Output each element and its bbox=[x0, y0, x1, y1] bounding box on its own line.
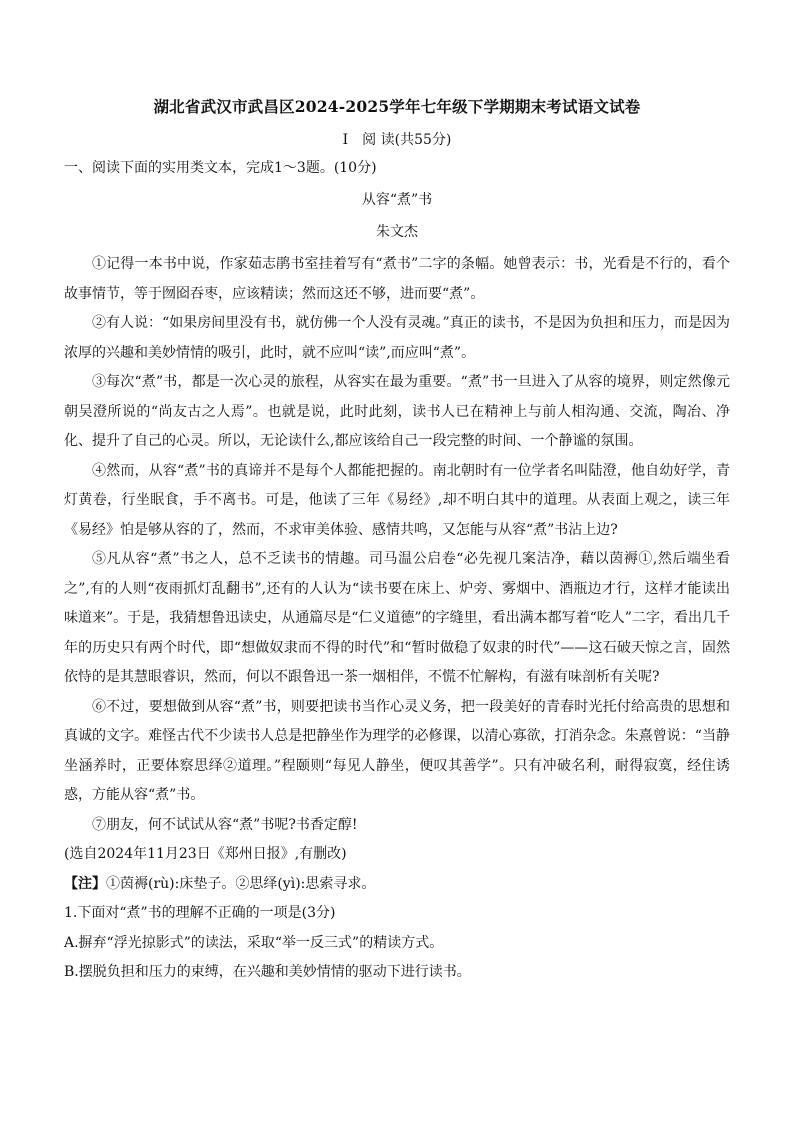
article-paragraph-7: ⑦朋友，何不试试从容“煮”书呢?书香定醇! bbox=[92, 816, 358, 833]
article-notes bbox=[64, 870, 730, 900]
exam-page bbox=[64, 96, 730, 988]
question-1 bbox=[64, 899, 730, 988]
exam-title: 湖北省武汉市武昌区2024-2025学年七年级下学期期末考试语文试卷 bbox=[153, 97, 641, 116]
article-paragraph-6: ⑥不过，要想做到从容“煮”书，则要把读书当作心灵义务，把一段美好的青春时光托付给高贵的思想和真诚的文字。难怪古代不少读书人总是把静坐作为理学的必修课，以清心寡欲，打消杂念。朱熹曾说：“当静坐涵养时，正要体察思绎②道理。”程颐则“每见人静坐，便叹其善学”。只有冲破名利，耐得寂寞，经住诱惑，方能从容“煮”书。 bbox=[64, 698, 730, 803]
article-paragraph-1: ①记得一本书中说，作家茹志鹃书室挂着写有“煮书”二字的条幅。她曾表示：书，光看是不行的，看个故事情节，等于囫囵吞枣，应该精读；然而这还不够，进而要“煮”。 bbox=[64, 256, 730, 302]
article-paragraph-3: ③每次“煮”书，都是一次心灵的旅程，从容实在最为重要。“煮”书一旦进入了从容的境界，则定然像元朝吴澄所说的“尚友古之人焉”。也就是说，此时此刻，读书人已在精神上与前人相沟通、交流，陶冶、净化、提升了自己的心灵。所以，无论读什么,都应该给自己一段完整的时间、一个静谧的氛围。 bbox=[64, 374, 730, 449]
question-1-option-b: B.摆脱负担和压力的束缚，在兴趣和美妙情情的驱动下进行读书。 bbox=[64, 964, 471, 980]
question-1-option-a: A.摒弃“浮光掠影式”的读法，采取“举一反三式”的精读方式。 bbox=[64, 934, 444, 951]
question-1-stem: 1.下面对“煮”书的理解不正确的一项是(3分) bbox=[64, 905, 336, 921]
section-heading: I 阅 读(共55分) bbox=[342, 132, 452, 148]
article-title: 从容“煮”书 bbox=[361, 192, 433, 208]
article-author: 朱文杰 bbox=[376, 224, 418, 240]
article-paragraph-5: ⑤凡从容“煮”书之人，总不乏读书的情趣。司马温公启卷“必先视几案洁净，藉以茵褥①,然后端坐看之”,有的人则“夜雨抓灯乱翻书”,还有的人认为“读书要在床上、炉旁、雾烟中、酒瓶边才行，这样才能读出味道来”。于是，我猜想鲁迅读史，从通篇尽是“仁义道德”的字缝里，看出满本都写着“吃人”二字，看出几千年的历史只有两个时代，即“想做奴隶而不得的时代”和“暂时做稳了奴隶的时代”——这石破天惊之言，固然依恃的是其慧眼睿识，然而，何以不跟鲁迅一茶一烟相伴，不慌不忙解构，有滋有味剖析有关呢? bbox=[64, 551, 730, 685]
article-paragraph-2: ②有人说：“如果房间里没有书，就仿佛一个人没有灵魂。”真正的读书，不是因为负担和压力，而是因为浓厚的兴趣和美妙情情的吸引，此时，就不应叫“读”,而应叫“煮”。 bbox=[64, 315, 730, 361]
article-source: (选自2024年11月23日《郑州日报》,有删改) bbox=[64, 846, 347, 862]
question-group-heading: 一、阅读下面的实用类文本，完成1～3题。(10分) bbox=[64, 160, 377, 176]
article bbox=[64, 190, 730, 899]
notes-label: 【注】 bbox=[64, 875, 106, 892]
notes-text: ①茵褥(rù):床垫子。②思绎(yì):思索寻求。 bbox=[106, 875, 376, 892]
article-paragraph-4: ④然而，从容“煮”书的真谛并不是每个人都能把握的。南北朝时有一位学者名叫陆澄，他自幼好学，青灯黄卷，行坐眠食，手不离书。可是，他读了三年《易经》,却不明白其中的道理。从表面上观之，读三年《易经》怕是够从容的了，然而，不求审美体验、感情共鸣，又怎能与从容“煮”书沾上边? bbox=[64, 462, 730, 538]
